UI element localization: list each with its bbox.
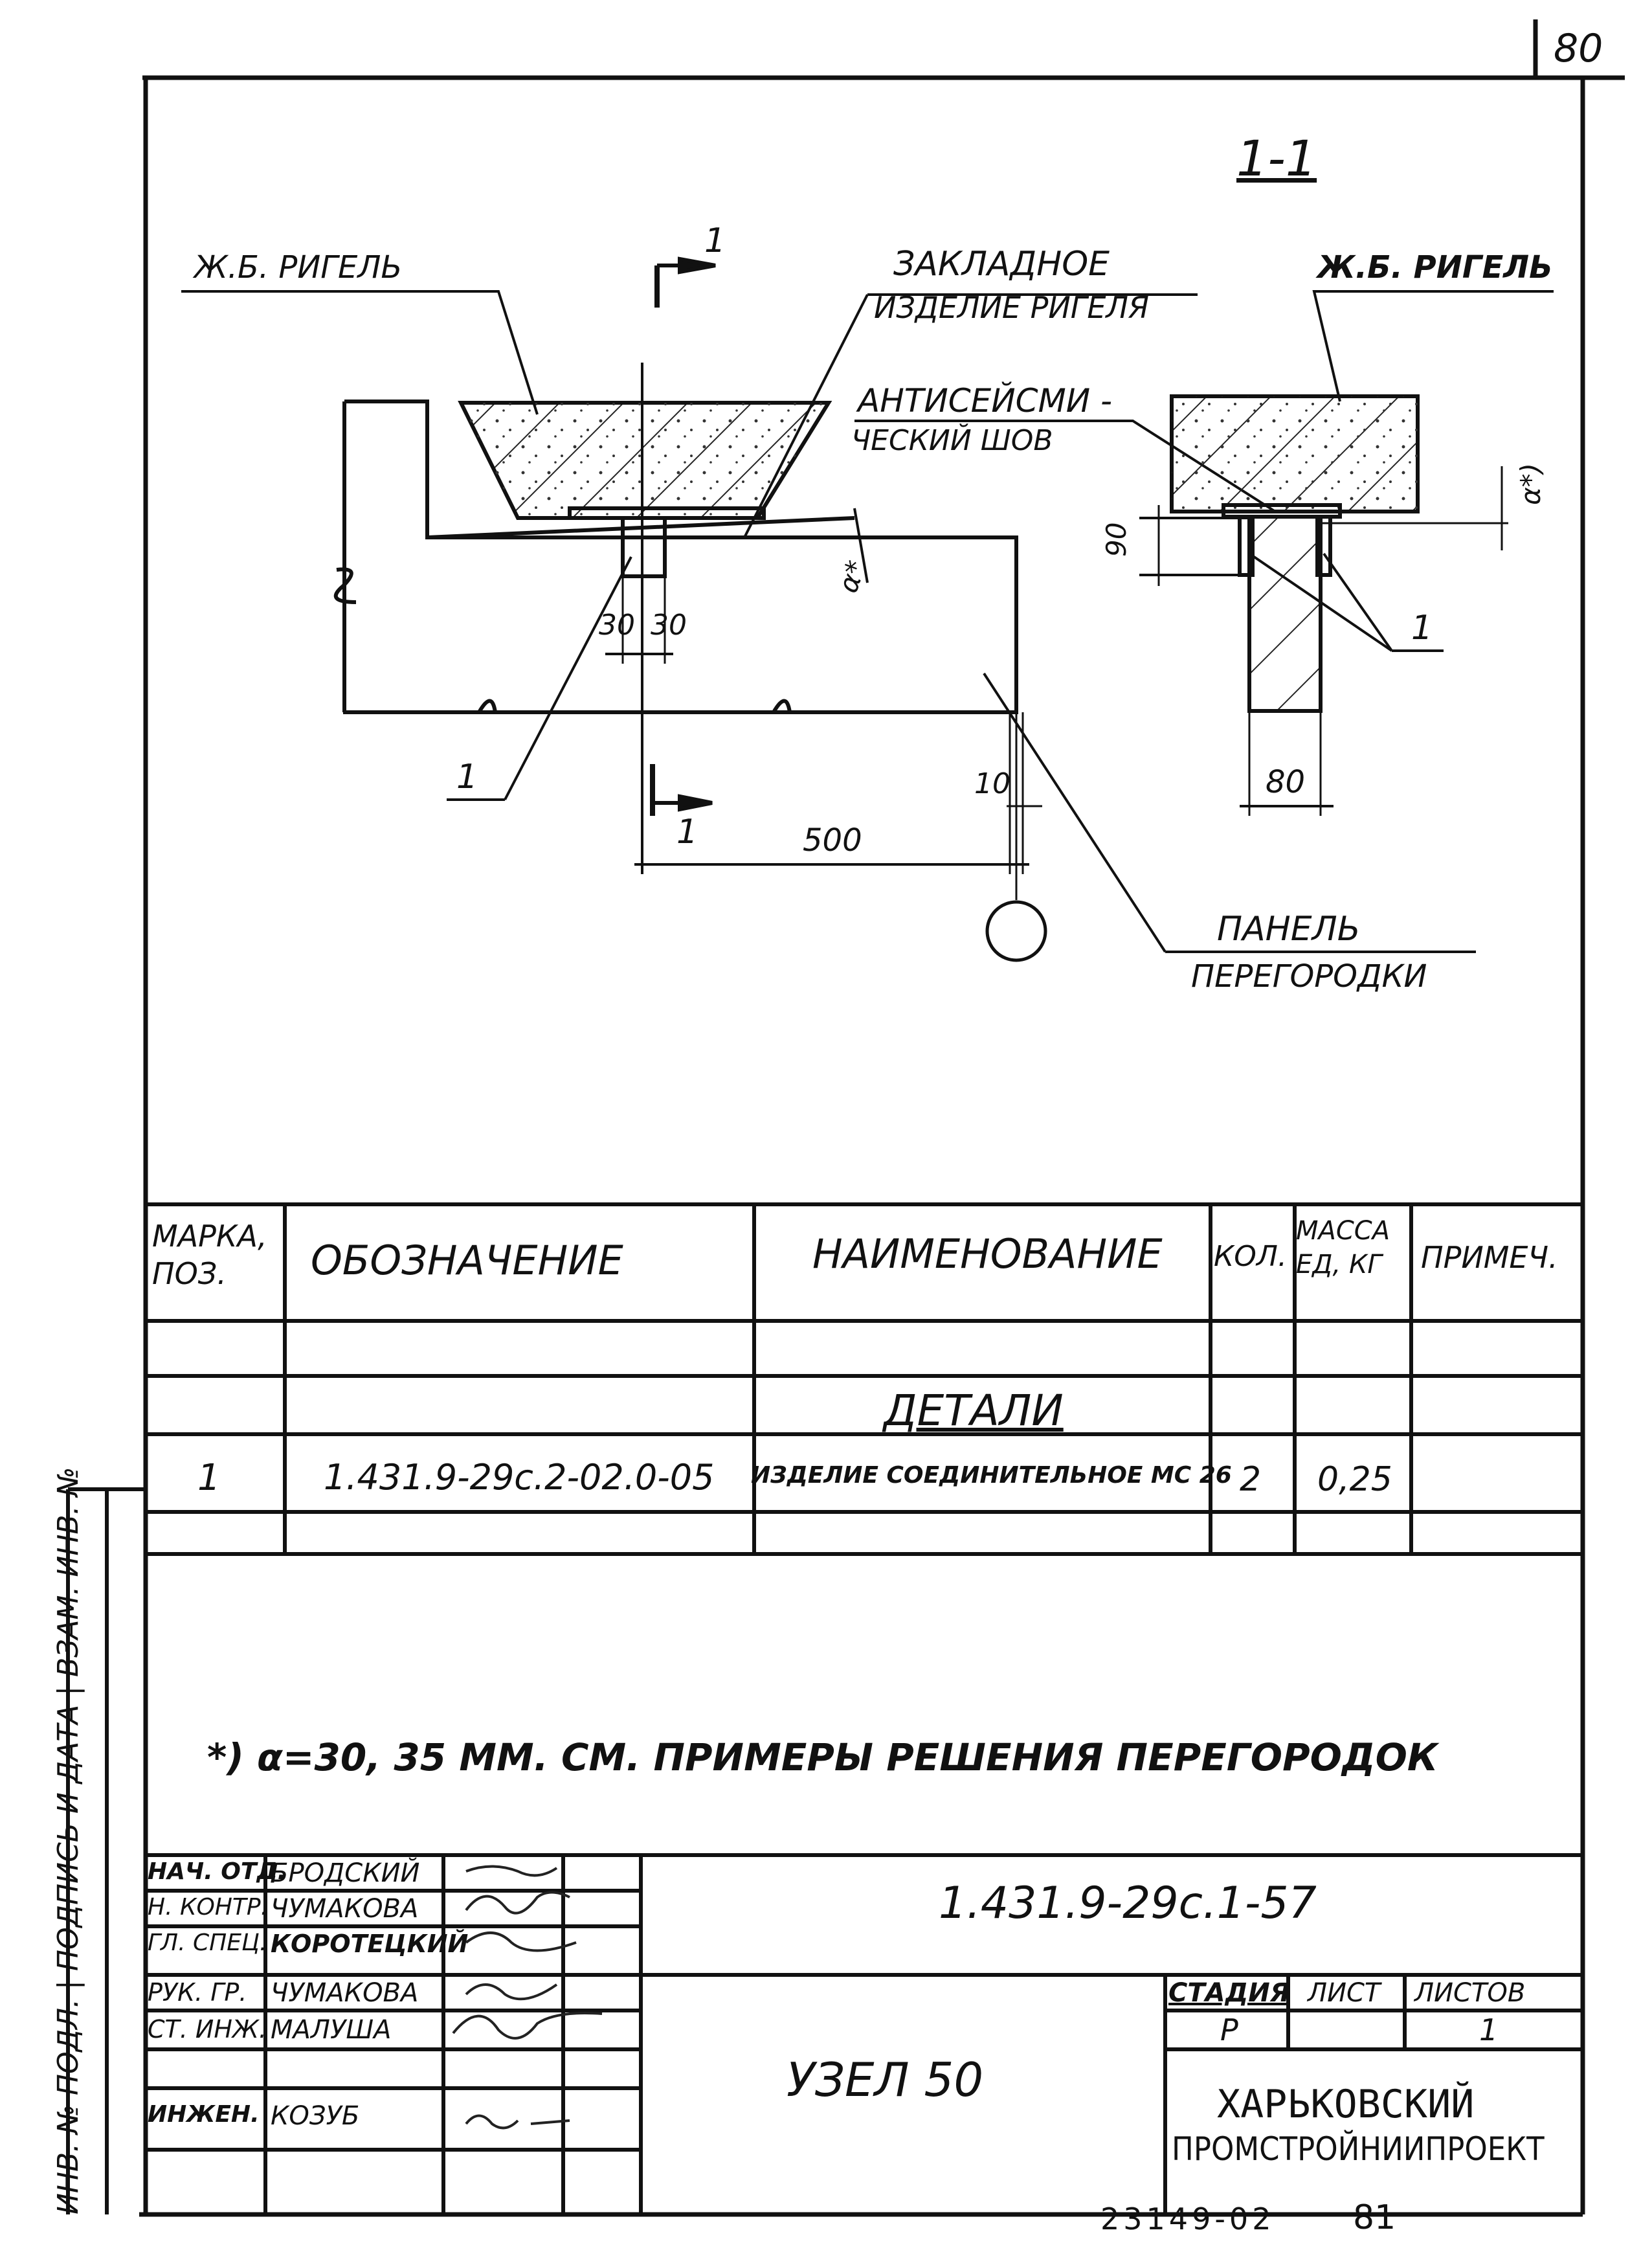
sheets-label: ЛИСТОВ (1414, 1978, 1526, 2008)
cut-mark-top: 1 (704, 221, 726, 260)
dim-alpha: α* (832, 556, 873, 597)
bottom-page: 81 (1353, 2198, 1396, 2237)
partition-panel-right (1249, 517, 1321, 711)
footnote: *) α=30, 35 ММ. СМ. ПРИМЕРЫ РЕШЕНИЯ ПЕРЕГОРОДОК (207, 1735, 1438, 1779)
dim-10: 10 (974, 767, 1010, 800)
tb-role-0: НАЧ. ОТД. (148, 1858, 287, 1885)
label-panel-1: ПАНЕЛЬ (1217, 910, 1361, 949)
org-name-1: ХАРЬКОВСКИЙ (1217, 2082, 1475, 2127)
tb-name-2: КОРОТЕЦКИЙ (271, 1930, 469, 1958)
dim-80: 80 (1266, 764, 1306, 800)
org-name-2: ПРОМСТРОЙНИИПРОЕКТ (1172, 2130, 1545, 2168)
stage-label: СТАДИЯ (1168, 1978, 1290, 2008)
sheets-value: 1 (1479, 2012, 1499, 2047)
axis-bubble (987, 902, 1045, 960)
tb-name-4: МАЛУША (271, 2015, 392, 2045)
label-seam-1: АНТИСЕЙСМИ - (858, 382, 1113, 420)
label-rigel-left: Ж.Б. РИГЕЛЬ (194, 249, 403, 286)
node-title: УЗЕЛ 50 (787, 2053, 984, 2107)
doc-code: 1.431.9-29с.1-57 (939, 1878, 1317, 1929)
hdr-qty: КОЛ. (1214, 1240, 1287, 1273)
row1-qty: 2 (1240, 1460, 1262, 1499)
tb-role-5: ИНЖЕН. (148, 2101, 260, 2128)
right-section (1139, 291, 1554, 816)
stage-value: Р (1220, 2012, 1238, 2047)
label-embedded-2: ИЗДЕЛИЕ РИГЕЛЯ (874, 290, 1149, 325)
hdr-mark: МАРКА, ПОЗ. (152, 1219, 267, 1291)
tb-role-2: ГЛ. СПЕЦ. (148, 1930, 267, 1956)
hdr-designation: ОБОЗНАЧЕНИЕ (311, 1237, 623, 1284)
row1-name: ИЗДЕЛИЕ СОЕДИНИТЕЛЬНОЕ МС 26 (751, 1462, 1232, 1489)
tb-name-5: КОЗУБ (271, 2101, 360, 2131)
tb-role-4: СТ. ИНЖ. (148, 2015, 267, 2044)
dim-alpha-right: α*) (1515, 462, 1546, 505)
callout-pos-left: 1 (456, 758, 478, 796)
bottom-code: 23149-02 (1100, 2202, 1275, 2236)
tb-name-1: ЧУМАКОВА (271, 1894, 419, 1924)
row1-designation: 1.431.9-29с.2-02.0-05 (324, 1457, 715, 1498)
tb-name-0: БРОДСКИЙ (271, 1858, 420, 1888)
cut-mark-bottom: 1 (676, 813, 698, 851)
tb-role-3: РУК. ГР. (148, 1978, 247, 2007)
tb-role-1: Н. КОНТР. (148, 1894, 269, 1920)
tb-name-3: ЧУМАКОВА (271, 1978, 419, 2008)
row1-mass: 0,25 (1317, 1460, 1392, 1499)
dim-500: 500 (803, 822, 862, 859)
section-label-details: ДЕТАЛИ (884, 1386, 1064, 1436)
dim-30-b: 30 (651, 609, 687, 642)
label-rigel-right: Ж.Б. РИГЕЛЬ (1317, 249, 1553, 286)
row1-mark: 1 (197, 1457, 221, 1499)
sheet-label: ЛИСТ (1308, 1978, 1381, 2008)
side-stamp-text: ИНВ. № ПОДЛ. | ПОДПИСЬ И ДАТА | ВЗАМ. ИНВ. № (52, 1467, 85, 2214)
page-number: 80 (1554, 26, 1603, 71)
hdr-mass: МАССА ЕД, КГ (1296, 1216, 1390, 1279)
dim-90: 90 (1100, 522, 1132, 557)
hdr-note: ПРИМЕЧ. (1421, 1240, 1558, 1275)
hdr-name: НАИМЕНОВАНИЕ (812, 1230, 1163, 1278)
label-seam-2: ЧЕСКИЙ ШОВ (851, 424, 1053, 457)
section-title: 1-1 (1236, 130, 1317, 187)
label-panel-2: ПЕРЕГОРОДКИ (1191, 958, 1427, 995)
label-embedded-1: ЗАКЛАДНОЕ (893, 245, 1110, 284)
dim-30-a: 30 (599, 609, 635, 642)
callout-pos-right: 1 (1411, 609, 1433, 648)
